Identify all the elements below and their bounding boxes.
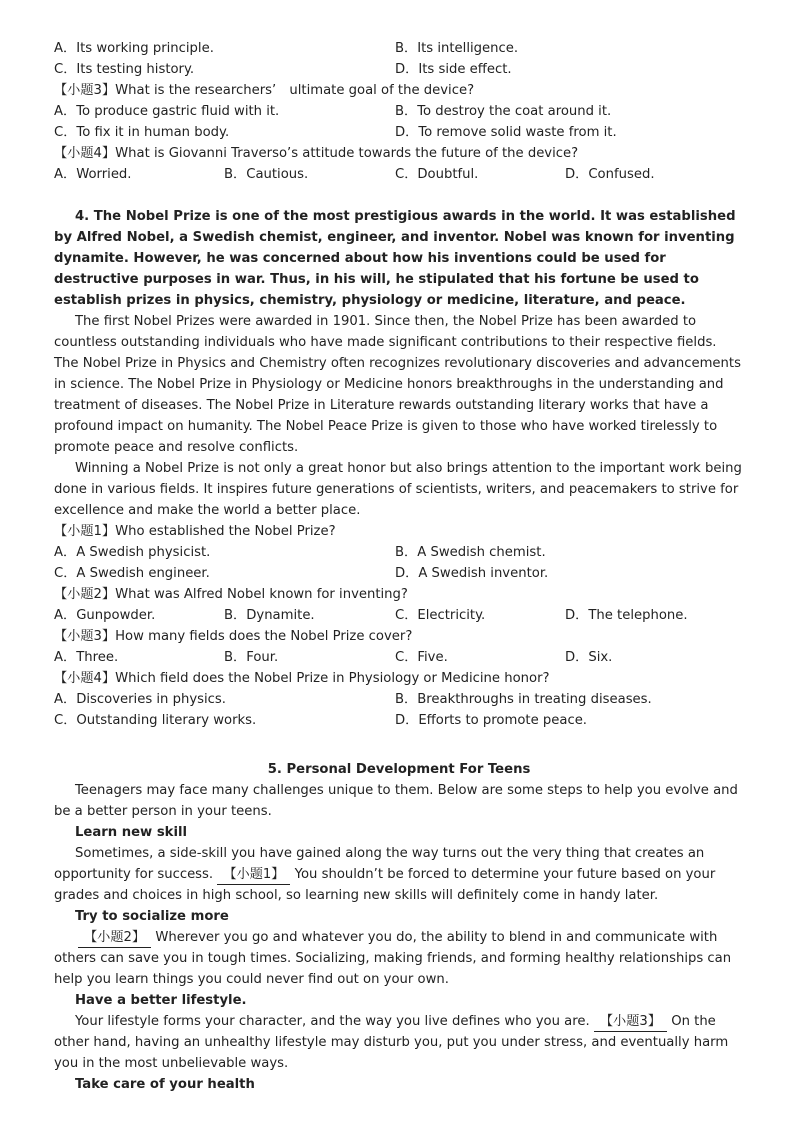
option-b[interactable]: B．Its intelligence. <box>395 41 519 56</box>
section-heading: Have a better lifestyle. <box>75 993 247 1008</box>
option-d[interactable]: D．The telephone. <box>565 608 688 623</box>
paragraph-text: You shouldn’t be forced to determine your future based on your grades and choices in high school, so learning new skills will definitely come in handy later. <box>54 867 716 903</box>
document-page <box>54 38 744 1095</box>
answer-blank-1[interactable]: 【小题1】 <box>217 866 290 885</box>
option-row <box>54 605 744 626</box>
option-c[interactable]: C．A Swedish engineer. <box>54 566 210 581</box>
option-a[interactable]: A．To produce gastric fluid with it. <box>54 104 280 119</box>
question-text: 【小题1】Who established the Nobel Prize? <box>54 524 336 539</box>
option-a[interactable]: A．Gunpowder. <box>54 608 156 623</box>
question-text: 【小题3】How many fields does the Nobel Prize cover? <box>54 629 413 644</box>
passage-4-paragraph: Winning a Nobel Prize is not only a great honor but also brings attention to the important work being done in various fields. It inspires future generations of scientists, writers, and peacemakers to strive for excellence and make the world a better place. <box>54 461 742 518</box>
option-row <box>54 122 744 143</box>
option-b[interactable]: B．A Swedish chemist. <box>395 545 546 560</box>
option-row <box>54 59 744 80</box>
question-text: 【小题4】What is Giovanni Traverso’s attitude towards the future of the device? <box>54 146 579 161</box>
option-a[interactable]: A．Its working principle. <box>54 41 214 56</box>
passage-5-paragraph <box>54 1011 744 1074</box>
option-row <box>54 101 744 122</box>
option-c[interactable]: C．Doubtful. <box>395 167 479 182</box>
option-row <box>54 542 744 563</box>
option-d[interactable]: D．Its side effect. <box>395 62 512 77</box>
option-row <box>54 563 744 584</box>
spacer <box>54 185 744 206</box>
option-b[interactable]: B．Cautious. <box>224 167 309 182</box>
answer-blank-3[interactable]: 【小题3】 <box>594 1013 667 1032</box>
option-a[interactable]: A．A Swedish physicist. <box>54 545 211 560</box>
passage-5-paragraph <box>54 927 744 990</box>
passage-5-title: 5. Personal Development For Teens <box>267 762 531 777</box>
option-b[interactable]: B．Breakthroughs in treating diseases. <box>395 692 652 707</box>
option-b[interactable]: B．Four. <box>224 650 279 665</box>
answer-blank-2[interactable]: 【小题2】 <box>78 929 151 948</box>
paragraph-text: On the other hand, having an unhealthy lifestyle may disturb you, put you under stress, and eventually harm you in the most unbelievable ways. <box>54 1014 729 1071</box>
passage-4-paragraph: The first Nobel Prizes were awarded in 1901. Since then, the Nobel Prize has been awarded to countless outstanding individuals who have made significant contributions to their respective fields. The Nobel Prize in Physics and Chemistry often recognizes revolutionary discoveries and advancements in science. The Nobel Prize in Physiology or Medicine honors breakthroughs in the understanding and treatment of diseases. The Nobel Prize in Literature rewards outstanding literary works that have a profound impact on humanity. The Nobel Peace Prize is given to those who have worked tirelessly to promote peace and resolve conflicts. <box>54 314 741 455</box>
passage-5-intro: Teenagers may face many challenges unique to them. Below are some steps to help you evolve and be a better person in your teens. <box>54 783 738 819</box>
paragraph-text: Sometimes, a side-skill you have gained along the way turns out the very thing that creates an opportunity for success. <box>54 846 705 882</box>
option-row <box>54 164 744 185</box>
section-heading: Take care of your health <box>75 1077 255 1092</box>
passage-4-intro: 4. The Nobel Prize is one of the most prestigious awards in the world. It was established by Alfred Nobel, a Swedish chemist, engineer, and inventor. Nobel was known for inventing dynamite. However, he was concerned about how his inventions could be used for destructive purposes in war. Thus, in his will, he stipulated that his fortune be used to establish prizes in physics, chemistry, physiology or medicine, literature, and peace. <box>54 209 736 308</box>
option-d[interactable]: D．To remove solid waste from it. <box>395 125 617 140</box>
option-row <box>54 647 744 668</box>
option-d[interactable]: D．Efforts to promote peace. <box>395 713 587 728</box>
paragraph-text: Your lifestyle forms your character, and the way you live defines who you are. <box>75 1014 590 1029</box>
question-text: 【小题3】What is the researchers’ ultimate goal of the device? <box>54 83 475 98</box>
question-text: 【小题4】Which field does the Nobel Prize in Physiology or Medicine honor? <box>54 671 550 686</box>
passage-5-paragraph <box>54 843 744 906</box>
paragraph-text: Wherever you go and whatever you do, the ability to blend in and communicate with others can save you in tough times. Socializing, making friends, and forming healthy relationships can help you learn things you could never find out on your own. <box>54 930 732 987</box>
option-b[interactable]: B．Dynamite. <box>224 608 315 623</box>
option-a[interactable]: A．Discoveries in physics. <box>54 692 226 707</box>
option-c[interactable]: C．To fix it in human body. <box>54 125 230 140</box>
option-row <box>54 710 744 731</box>
option-a[interactable]: A．Worried. <box>54 167 132 182</box>
option-c[interactable]: C．Its testing history. <box>54 62 195 77</box>
option-row <box>54 38 744 59</box>
section-heading: Learn new skill <box>75 825 188 840</box>
question-text: 【小题2】What was Alfred Nobel known for inventing? <box>54 587 408 602</box>
option-c[interactable]: C．Electricity. <box>395 608 486 623</box>
section-heading: Try to socialize more <box>75 909 229 924</box>
spacer <box>54 731 744 752</box>
option-a[interactable]: A．Three. <box>54 650 119 665</box>
option-c[interactable]: C．Outstanding literary works. <box>54 713 257 728</box>
option-row <box>54 689 744 710</box>
option-d[interactable]: D．Six. <box>565 650 613 665</box>
option-d[interactable]: D．Confused. <box>565 167 655 182</box>
option-c[interactable]: C．Five. <box>395 650 448 665</box>
option-b[interactable]: B．To destroy the coat around it. <box>395 104 612 119</box>
option-d[interactable]: D．A Swedish inventor. <box>395 566 549 581</box>
